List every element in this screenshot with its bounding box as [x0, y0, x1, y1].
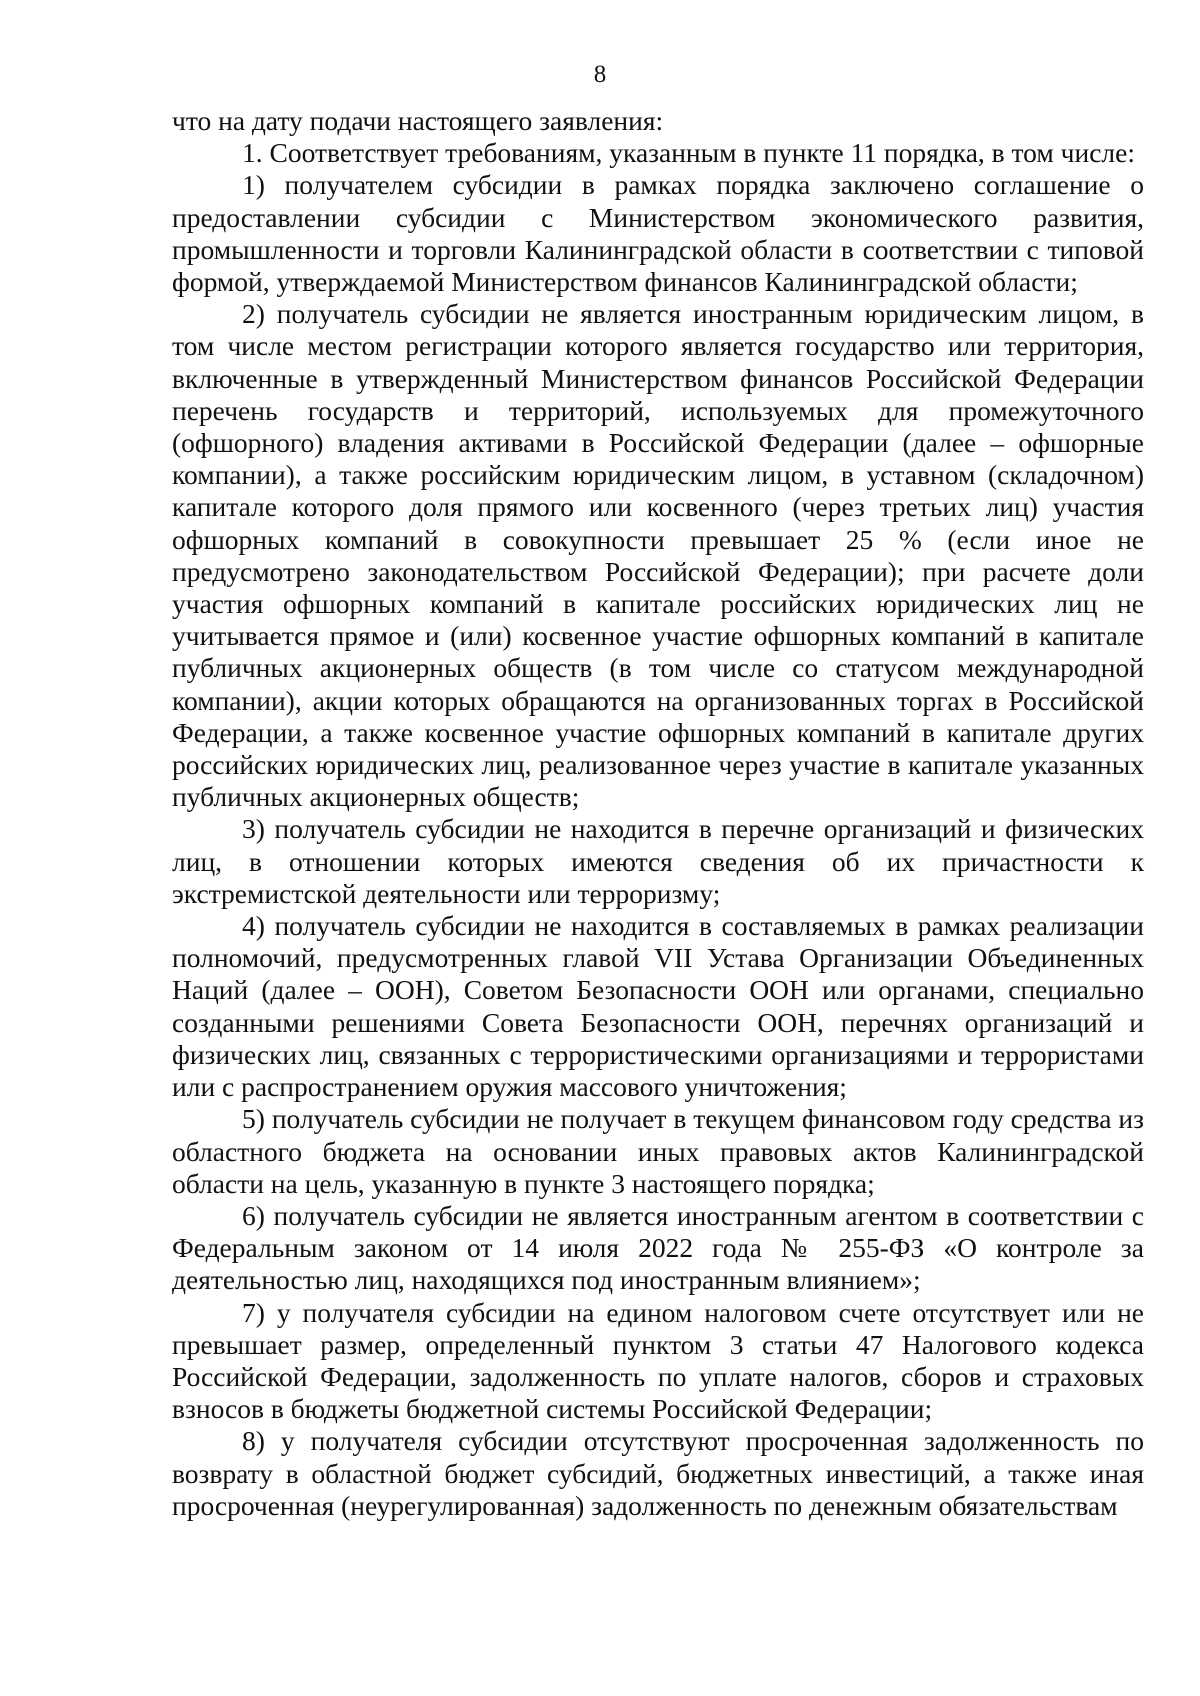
clause-1: 1. Соответствует требованиям, указанным в пункте 11 порядка, в том числе:: [242, 137, 1135, 169]
intro-line: что на дату подачи настоящего заявления:: [172, 105, 664, 136]
page-number: 8: [593, 61, 607, 88]
subclause-7: 7) у получателя субсидии на едином налоговом счете отсутствует или не превышает размер, определенный пунктом 3 статьи 47 Налогового кодекса Российской Федерации, задолженность по уплате налогов, сборов и страховых взносов в бюджеты бюджетной системы Российской Федерации;: [172, 1296, 1144, 1425]
subclause-8: 8) у получателя субсидии отсутствуют просроченная задолженность по возврату в областной бюджет субсидий, бюджетных инвестиций, а также иная просроченная (неурегулированная) задолженность по денежным обязательствам: [172, 1425, 1144, 1521]
subclause-1: 1) получателем субсидии в рамках порядка заключено соглашение о предоставлении субсидии с Министерством экономического развития, промышленности и торговли Калининградской области в соответствии с типовой формой, утверждаемой Министерством финансов Калининградской области;: [172, 169, 1144, 298]
subclause-5: 5) получатель субсидии не получает в текущем финансовом году средства из областного бюджета на основании иных правовых актов Калининградской области на цель, указанную в пункте 3 настоящего порядка;: [172, 1103, 1144, 1199]
document-body: [172, 105, 1144, 1522]
subclause-4: 4) получатель субсидии не находится в составляемых в рамках реализации полномочий, предусмотренных главой VII Устава Организации Объединенных Наций (далее – ООН), Советом Безопасности ООН или органами, специально созданными решениями Совета Безопасности ООН, перечнях организаций и физических лиц, связанных с террористическими организациями и террористами или с распространением оружия массового уничтожения;: [172, 910, 1144, 1103]
subclause-3: 3) получатель субсидии не находится в перечне организаций и физических лиц, в отношении которых имеются сведения об их причастности к экстремистской деятельности или терроризму;: [172, 813, 1144, 909]
subclause-6: 6) получатель субсидии не является иностранным агентом в соответствии с Федеральным законом от 14 июля 2022 года № 255-ФЗ «О контроле за деятельностью лиц, находящихся под иностранным влиянием»;: [172, 1199, 1144, 1296]
subclause-2: 2) получатель субсидии не является иностранным юридическим лицом, в том числе местом регистрации которого является государство или территория, включенные в утвержденный Министерством финансов Российской Федерации перечень государств и территорий, используемых для промежуточного (офшорного) владения активами в Российской Федерации (далее – офшорные компании), а также российским юридическим лицом, в уставном (складочном) капитале которого доля прямого или косвенного (через третьих лиц) участия офшорных компаний в совокупности превышает 25 % (если иное не предусмотрено законодательством Российской Федерации); при расчете доли участия офшорных компаний в капитале российских юридических лиц не учитывается прямое и (или) косвенное участие офшорных компаний в капитале публичных акционерных обществ (в том числе со статусом международной компании), акции которых обращаются на организованных торгах в Российской Федерации, а также косвенное участие офшорных компаний в капитале других российских юридических лиц, реализованное через участие в капитале указанных публичных акционерных обществ;: [172, 298, 1144, 813]
